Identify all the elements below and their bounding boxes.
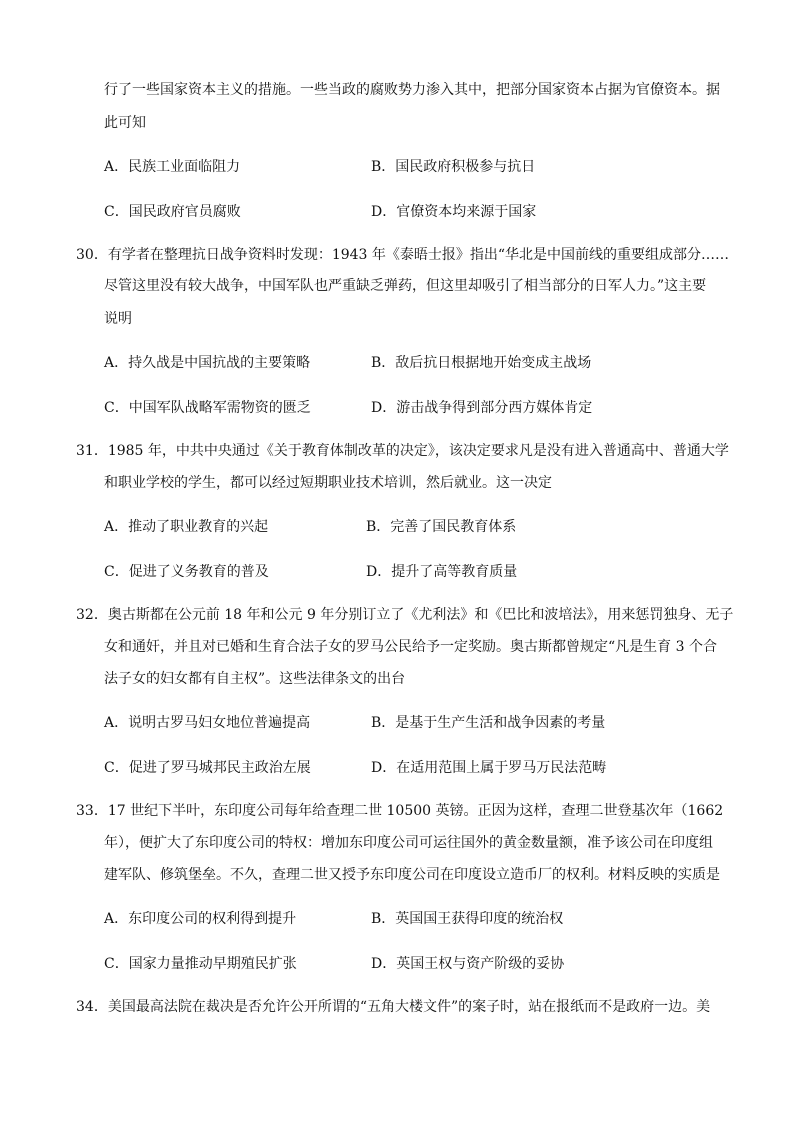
q33-line-1: 33．17 世纪下半叶，东印度公司每年给查理二世 10500 英镑。正因为这样，查理二世登基次年（1662 <box>76 803 724 819</box>
q32-option-a: A．说明古罗马妇女地位普遍提高 <box>104 715 311 731</box>
q29-line-2: 此可知 <box>104 115 146 131</box>
q32-option-c: C．促进了罗马城邦民主政治左展 <box>104 760 311 776</box>
q30-line-2: 尽管这里没有较大战争，中国军队也严重缺乏弹药，但这里却吸引了相当部分的日军人力。”这主要 <box>104 278 707 294</box>
q33-option-b: B．英国国王获得印度的统治权 <box>371 911 564 927</box>
q33-option-c: C．国家力量推动早期殖民扩张 <box>104 956 297 972</box>
q33-line-2: 年），便扩大了东印度公司的特权：增加东印度公司可运往国外的黄金数量额，准予该公司在印度组 <box>104 835 713 851</box>
q29-line-1: 行了一些国家资本主义的措施。一些当政的腐败势力渗入其中，把部分国家资本占据为官僚资本。据 <box>104 82 720 98</box>
q32-option-b: B．是基于生产生活和战争因素的考量 <box>371 715 606 731</box>
q30-option-c: C．中国军队战略军需物资的匮乏 <box>104 400 311 416</box>
q29-option-a: A．民族工业面临阻力 <box>104 159 241 175</box>
q30-line-3: 说明 <box>104 311 132 327</box>
q30-option-d: D．游击战争得到部分西方媒体肯定 <box>371 400 593 416</box>
q33-line-3: 建军队、修筑堡垒。不久，查理二世又授予东印度公司在印度设立造币厂的权利。材料反映的实质是 <box>104 867 720 883</box>
q32-line-1: 32．奥古斯都在公元前 18 年和公元 9 年分别订立了《尤利法》和《巴比和波培法》，用来惩罚独身、无子 <box>76 607 734 623</box>
q31-option-a: A．推动了职业教育的兴起 <box>104 519 269 535</box>
q32-option-d: D．在适用范围上属于罗马万民法范畴 <box>371 760 607 776</box>
q33-option-a: A．东印度公司的权利得到提升 <box>104 911 297 927</box>
q30-option-a: A．持久战是中国抗战的主要策略 <box>104 355 311 371</box>
q29-option-d: D．官僚资本均来源于国家 <box>371 204 537 220</box>
q31-line-1: 31．1985 年，中共中央通过《关于教育体制改革的决定》，该决定要求凡是没有进入普通高中、普通大学 <box>76 443 729 459</box>
q31-option-b: B．完善了国民教育体系 <box>366 519 517 535</box>
q31-option-c: C．促进了义务教育的普及 <box>104 564 269 580</box>
q33-option-d: D．英国王权与资产阶级的妥协 <box>371 956 565 972</box>
q29-option-b: B．国民政府积极参与抗日 <box>371 159 536 175</box>
q34-line-1: 34．美国最高法院在裁决是否允许公开所谓的“五角大楼文件”的案子时，站在报纸而不是政府一边。美 <box>76 999 711 1015</box>
q30-option-b: B．敌后抗日根据地开始变成主战场 <box>371 355 592 371</box>
q30-line-1: 30．有学者在整理抗日战争资料时发现：1943 年《泰晤士报》指出“华北是中国前线的重要组成部分…… <box>76 247 730 263</box>
q31-line-2: 和职业学校的学生，都可以经过短期职业技术培训，然后就业。这一决定 <box>104 475 552 491</box>
q31-option-d: D．提升了高等教育质量 <box>366 564 518 580</box>
q29-option-c: C．国民政府官员腐败 <box>104 204 241 220</box>
q32-line-3: 法子女的妇女都有自主权”。这些法律条文的出台 <box>104 671 406 687</box>
q32-line-2: 女和通奸，并且对已婚和生育合法子女的罗马公民给予一定奖励。奥古斯都曾规定“凡是生育 3 个合 <box>104 639 717 655</box>
